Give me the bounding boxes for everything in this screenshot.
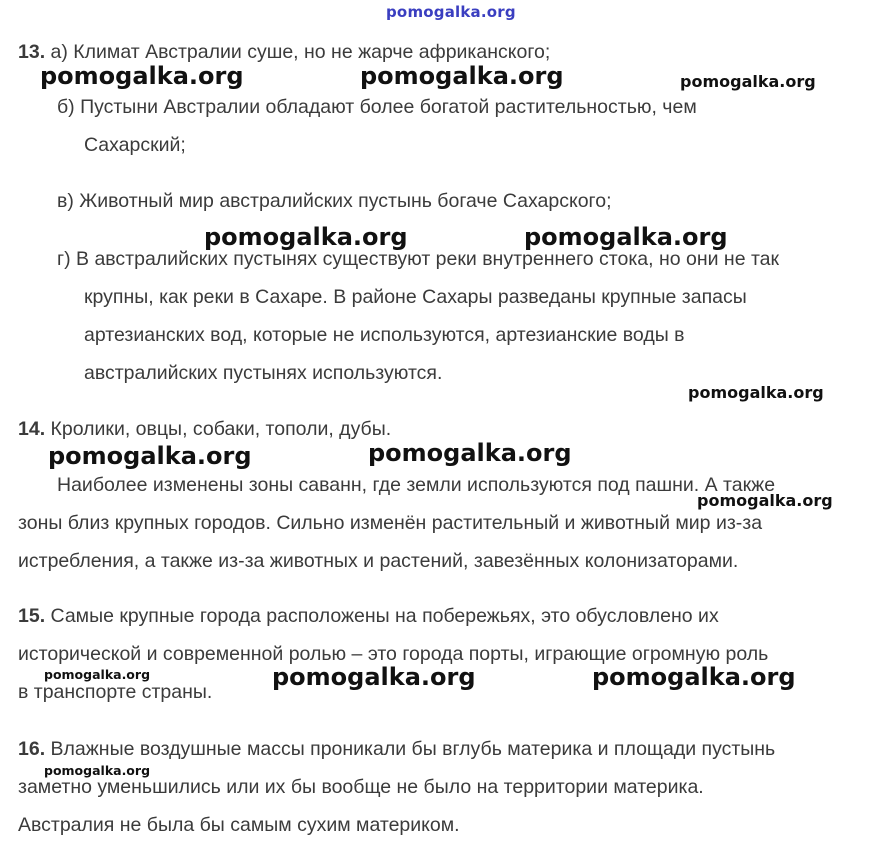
watermark: pomogalka.org <box>697 491 833 510</box>
q15-line-1 <box>18 604 719 628</box>
watermark: pomogalka.org <box>592 663 796 691</box>
watermark: pomogalka.org <box>688 383 824 402</box>
q14-line-1 <box>18 417 391 441</box>
q13-number: 13. <box>18 41 46 63</box>
q13-line-g3: артезианских вод, которые не используются, артезианские воды в <box>84 324 685 346</box>
q13-text-a: а) Климат Австралии суше, но не жарче африканского; <box>50 41 551 63</box>
q14-text-1: Кролики, овцы, собаки, тополи, дубы. <box>50 418 392 440</box>
q14-number: 14. <box>18 418 46 440</box>
watermark: pomogalka.org <box>204 223 408 251</box>
q15-text-1: Самые крупные города расположены на побережьях, это обусловлено их <box>50 605 719 627</box>
q13-line-g: г) В австралийских пустынях существуют реки внутреннего стока, но они не так <box>57 248 780 270</box>
q14-line-2: Наиболее изменены зоны саванн, где земли используются под пашни. А также <box>57 474 776 496</box>
q16-text-1: Влажные воздушные массы проникали бы вглубь материка и площади пустынь <box>50 738 776 760</box>
watermark: pomogalka.org <box>680 72 816 91</box>
q14-line-4: истребления, а также из-за животных и растений, завезённых колонизаторами. <box>18 550 739 572</box>
q16-line-2: заметно уменьшились или их бы вообще не было на территории материка. <box>18 776 704 798</box>
q15-line-3: в транспорте страны. <box>18 681 213 703</box>
q14-line-3: зоны близ крупных городов. Сильно изменён растительный и животный мир из-за <box>18 512 763 534</box>
watermark: pomogalka.org <box>44 667 151 682</box>
q13-line-a <box>18 40 550 64</box>
q13-line-b2: Сахарский; <box>84 134 186 156</box>
q16-line-3: Австралия не была бы самым сухим материком. <box>18 814 460 836</box>
q16-number: 16. <box>18 738 46 760</box>
watermark: pomogalka.org <box>272 663 476 691</box>
q13-line-g2: крупны, как реки в Сахаре. В районе Сахары разведаны крупные запасы <box>84 286 747 308</box>
q13-line-v: в) Животный мир австралийских пустынь богаче Сахарского; <box>57 190 612 212</box>
watermark: pomogalka.org <box>44 763 151 778</box>
q13-line-g4: австралийских пустынях используются. <box>84 362 443 384</box>
watermark: pomogalka.org <box>524 223 728 251</box>
q16-line-1 <box>18 737 775 761</box>
q15-number: 15. <box>18 605 46 627</box>
watermark: pomogalka.org <box>40 62 244 90</box>
q15-line-2: исторической и современной ролью – это города порты, играющие огромную роль <box>18 643 769 665</box>
watermark: pomogalka.org <box>368 439 572 467</box>
watermark: pomogalka.org <box>360 62 564 90</box>
watermark: pomogalka.org <box>48 442 252 470</box>
watermark-top: pomogalka.org <box>386 3 516 21</box>
q13-line-b: б) Пустыни Австралии обладают более богатой растительностью, чем <box>57 96 697 118</box>
